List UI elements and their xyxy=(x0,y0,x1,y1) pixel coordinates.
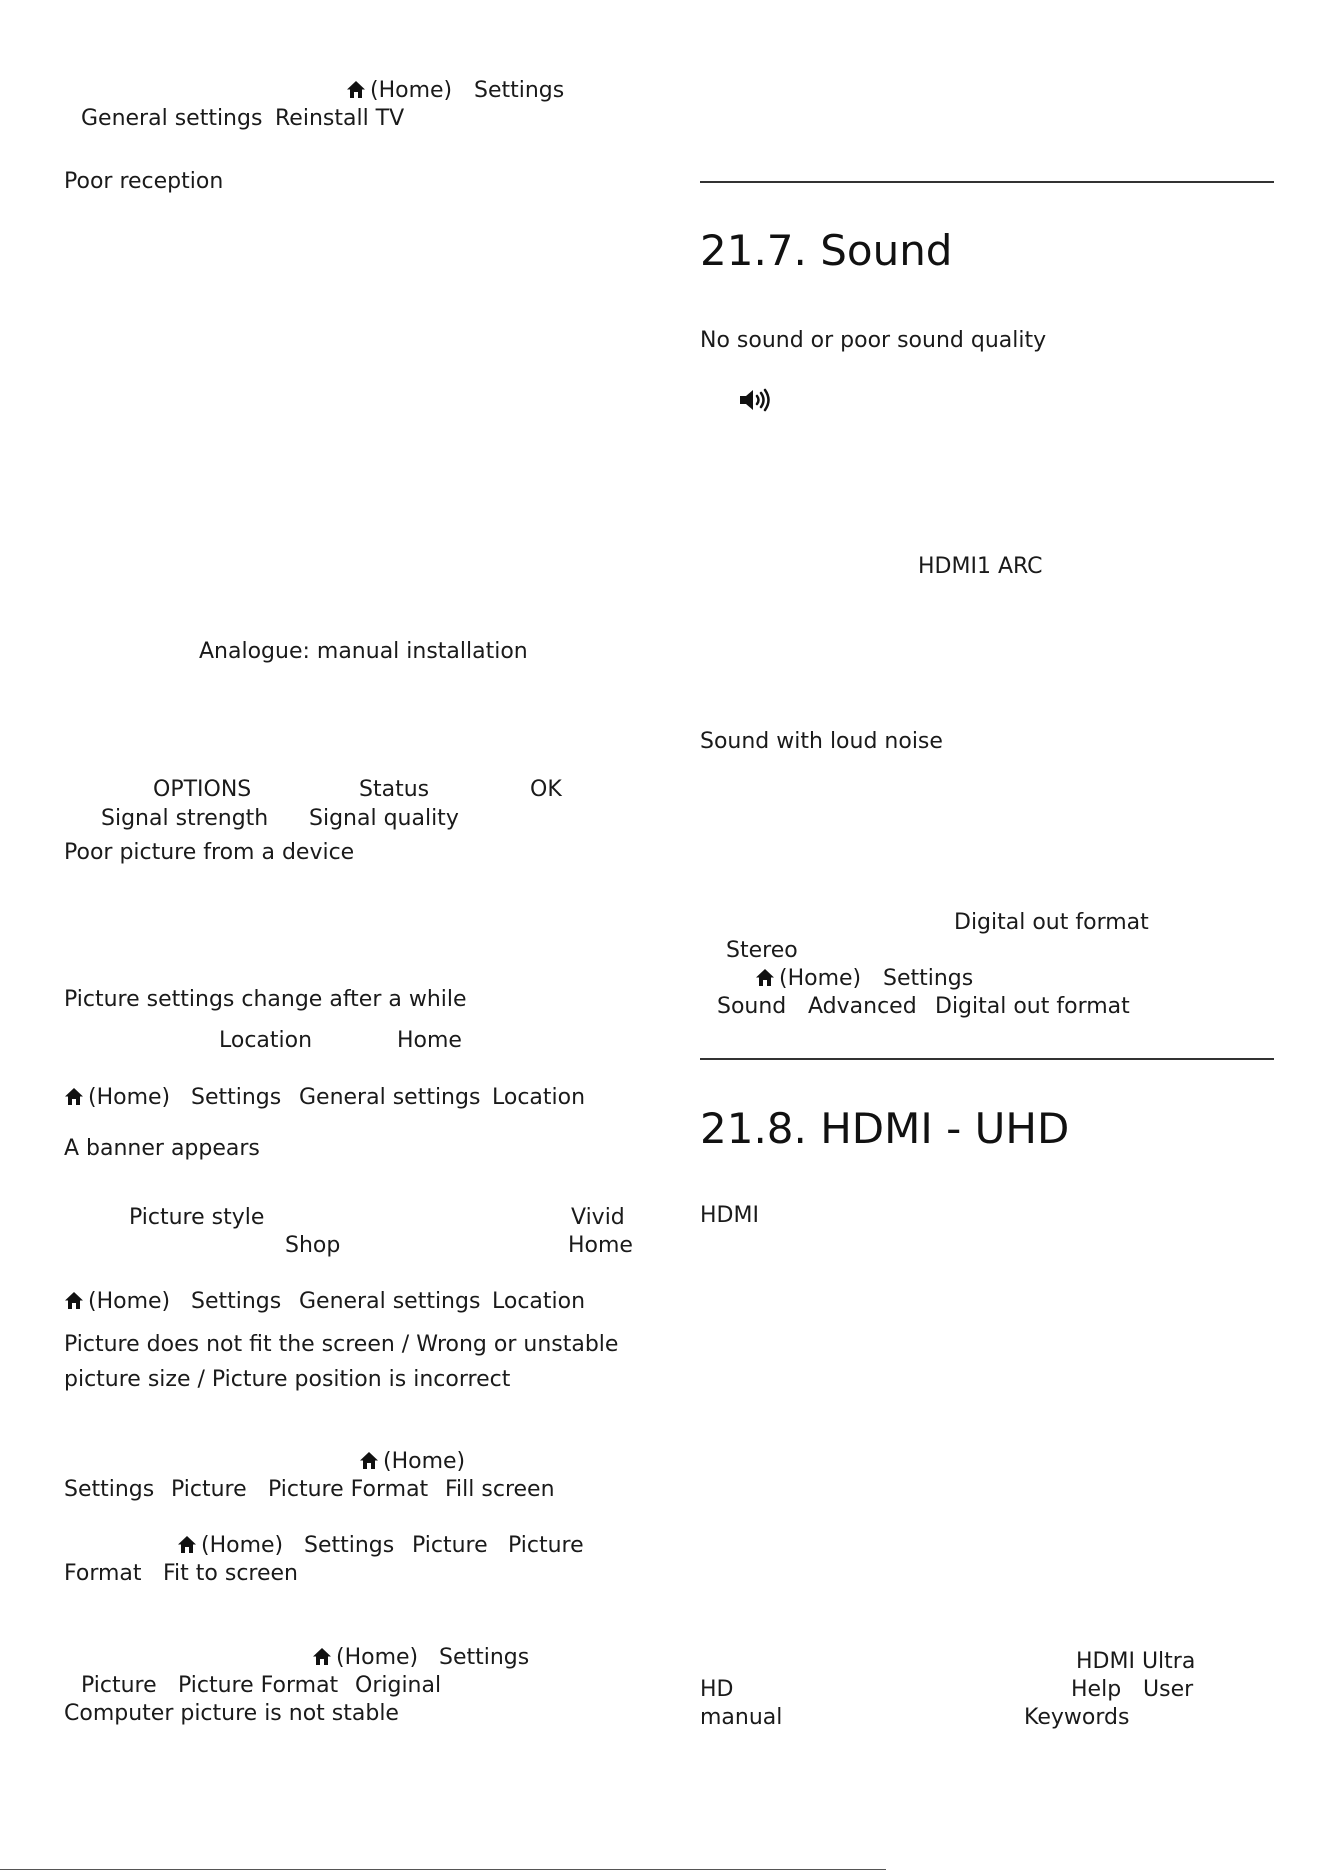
heading-poor-reception: Poor reception xyxy=(64,169,224,194)
heading-picture-fit-line-2: picture size / Picture position is incorrect xyxy=(64,1367,511,1392)
home-path-location-1: (Home) xyxy=(64,1087,170,1109)
digital-out-format-label: Digital out format xyxy=(954,910,1149,935)
home-path-location-2: (Home) xyxy=(64,1291,170,1313)
shop-label: Shop xyxy=(285,1233,341,1258)
analogue-manual-installation: Analogue: manual installation xyxy=(199,639,528,664)
home-label: Home xyxy=(568,1233,633,1258)
picture-style-label: Picture style xyxy=(129,1205,265,1230)
status-label: Status xyxy=(359,777,430,802)
home-path-original: (Home) xyxy=(312,1647,418,1669)
home-path-fit: (Home) xyxy=(177,1535,283,1557)
options-label: OPTIONS xyxy=(153,777,252,802)
footer-rule xyxy=(0,1869,886,1870)
home-icon xyxy=(64,1291,84,1310)
picture-label: Picture xyxy=(171,1477,247,1502)
settings-label: Settings xyxy=(304,1533,395,1558)
volume-icon xyxy=(738,388,772,417)
fit-to-screen-label: Fit to screen xyxy=(163,1561,298,1586)
heading-banner-appears: A banner appears xyxy=(64,1136,260,1161)
keywords-label: Keywords xyxy=(1024,1705,1130,1730)
hdmi-label: HDMI xyxy=(700,1203,759,1228)
picture-label: Picture xyxy=(81,1673,157,1698)
hdmi-ultra-label: HDMI Ultra xyxy=(1076,1649,1196,1674)
section-divider xyxy=(700,1058,1274,1060)
stereo-label: Stereo xyxy=(726,938,798,963)
settings-label: Settings xyxy=(191,1085,282,1110)
format-label: Format xyxy=(64,1561,142,1586)
home-icon xyxy=(359,1451,379,1470)
home-icon xyxy=(755,968,775,987)
heading-poor-picture-device: Poor picture from a device xyxy=(64,840,355,865)
heading-picture-settings-change: Picture settings change after a while xyxy=(64,987,467,1012)
signal-quality-label: Signal quality xyxy=(309,806,459,831)
hd-label: HD xyxy=(700,1677,734,1702)
advanced-label: Advanced xyxy=(808,994,917,1019)
picture-format-label: Picture Format xyxy=(178,1673,339,1698)
signal-strength-label: Signal strength xyxy=(101,806,269,831)
reinstall-tv-label: Reinstall TV xyxy=(275,106,405,131)
settings-label: Settings xyxy=(191,1289,282,1314)
home-label: Home xyxy=(397,1028,462,1053)
home-icon xyxy=(312,1647,332,1666)
home-icon xyxy=(346,80,366,99)
settings-label: Settings xyxy=(474,78,565,103)
digital-out-format-label: Digital out format xyxy=(935,994,1130,1019)
general-settings-label: General settings xyxy=(299,1085,481,1110)
location-label: Location xyxy=(492,1085,586,1110)
manual-label: manual xyxy=(700,1705,783,1730)
sound-label: Sound xyxy=(717,994,787,1019)
vivid-label: Vivid xyxy=(571,1205,625,1230)
section-divider xyxy=(700,181,1274,183)
heading-picture-fit-line-1: Picture does not fit the screen / Wrong or unstable xyxy=(64,1332,619,1357)
fill-screen-label: Fill screen xyxy=(445,1477,555,1502)
ok-label: OK xyxy=(530,777,562,802)
home-path-fill: (Home) xyxy=(359,1451,465,1473)
general-settings-label: General settings xyxy=(299,1289,481,1314)
home-icon xyxy=(177,1535,197,1554)
user-label: User xyxy=(1143,1677,1194,1702)
picture-label: Picture xyxy=(508,1533,584,1558)
heading-computer-picture-unstable: Computer picture is not stable xyxy=(64,1701,399,1726)
general-settings-label: General settings xyxy=(81,106,263,131)
help-label: Help xyxy=(1071,1677,1122,1702)
heading-loud-noise: Sound with loud noise xyxy=(700,729,943,754)
picture-format-label: Picture Format xyxy=(268,1477,429,1502)
original-label: Original xyxy=(355,1673,442,1698)
home-path-sound: (Home) xyxy=(755,968,861,990)
picture-label: Picture xyxy=(412,1533,488,1558)
section-heading-hdmi-uhd: 21.8. HDMI - UHD xyxy=(700,1104,1070,1153)
settings-label: Settings xyxy=(883,966,974,991)
settings-label: Settings xyxy=(439,1645,530,1670)
location-label: Location xyxy=(492,1289,586,1314)
home-icon xyxy=(64,1087,84,1106)
hdmi1-arc-label: HDMI1 ARC xyxy=(918,554,1043,579)
settings-label: Settings xyxy=(64,1477,155,1502)
heading-no-sound: No sound or poor sound quality xyxy=(700,328,1047,353)
section-heading-sound: 21.7. Sound xyxy=(700,226,953,275)
location-label: Location xyxy=(219,1028,313,1053)
home-path-reinstall: (Home) xyxy=(346,80,452,102)
